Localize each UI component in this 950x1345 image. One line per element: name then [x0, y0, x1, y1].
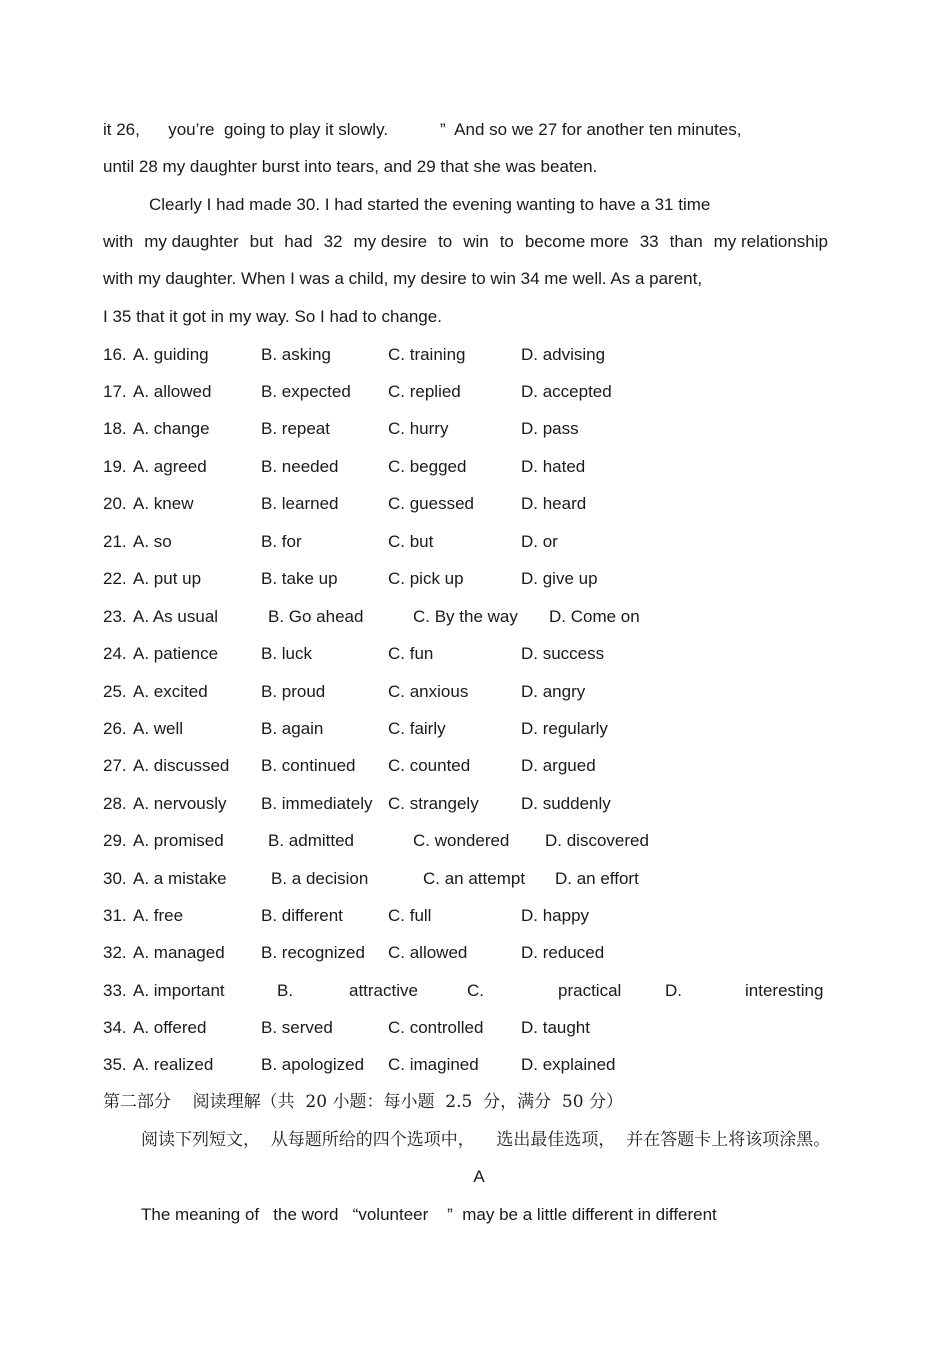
option-d: D. reduced [521, 943, 605, 962]
passage-word: 32 [323, 232, 343, 251]
question-number: 20. [103, 494, 127, 513]
option-d: D. advising [521, 345, 606, 364]
option-c: C. hurry [388, 419, 449, 438]
option-a: A. change [133, 419, 210, 438]
passage-line-5: with my daughter. When I was a child, my desire to win 34 me well. As a parent, [103, 269, 703, 288]
passage-line-6: I 35 that it got in my way. So I had to change. [103, 307, 442, 326]
option-b: B. recognized [261, 943, 365, 962]
option-a: A. managed [133, 943, 225, 962]
option-d: D. explained [521, 1055, 616, 1074]
option-b: B. Go ahead [268, 607, 364, 626]
option-a: A. excited [133, 682, 208, 701]
option-d: D. regularly [521, 719, 608, 738]
passage-line-2: until 28 my daughter burst into tears, and 29 that she was beaten. [103, 157, 598, 176]
option-b: B. take up [261, 569, 338, 588]
question-number: 26. [103, 719, 127, 738]
question-number: 17. [103, 382, 127, 401]
option-c: C. fun [388, 644, 434, 663]
option-b: B. repeat [261, 419, 330, 438]
option-b: B. [277, 981, 294, 1000]
option-c: C. begged [388, 457, 467, 476]
question-number: 31. [103, 906, 127, 925]
option-b: B. needed [261, 457, 339, 476]
option-c: C. wondered [413, 831, 510, 850]
question-number: 35. [103, 1055, 127, 1074]
option-a: A. free [133, 906, 184, 925]
question-number: 22. [103, 569, 127, 588]
option-b: B. again [261, 719, 324, 738]
part-label: A [473, 1167, 485, 1186]
option-c: C. an attempt [423, 869, 526, 888]
option-c: C. pick up [388, 569, 464, 588]
passage-word: had [284, 232, 313, 251]
passage-line-4 [103, 231, 828, 253]
question-number: 18. [103, 419, 127, 438]
passage-word: win [463, 232, 489, 251]
option-b: B. a decision [271, 869, 369, 888]
passage-word: my relationship [713, 232, 828, 251]
option-d: D. Come on [549, 607, 640, 626]
question-number: 19. [103, 457, 127, 476]
option-d: D. or [521, 532, 558, 551]
question-number: 25. [103, 682, 127, 701]
option-c: C. controlled [388, 1018, 484, 1037]
option-b: B. expected [261, 382, 351, 401]
question-number: 29. [103, 831, 127, 850]
option-a: A. a mistake [133, 869, 227, 888]
option-b: attractive [349, 981, 418, 1000]
passage-word: my daughter [144, 232, 239, 251]
passage-line-1: it 26, you’re going to play it slowly. ” And so we 27 for another ten minutes, [103, 120, 742, 139]
option-a: A. important [133, 981, 225, 1000]
question-number: 33. [103, 981, 127, 1000]
option-a: A. knew [133, 494, 194, 513]
option-a: A. patience [133, 644, 219, 663]
option-a: A. put up [133, 569, 202, 588]
option-d: D. discovered [545, 831, 649, 850]
passage-line-3: Clearly I had made 30. I had started the evening wanting to have a 31 time [149, 195, 711, 214]
question-number: 34. [103, 1018, 127, 1037]
option-d: D. accepted [521, 382, 612, 401]
option-b: B. immediately [261, 794, 373, 813]
option-d: D. pass [521, 419, 579, 438]
option-b: B. asking [261, 345, 331, 364]
option-d: D. an effort [555, 869, 639, 888]
option-c: C. [467, 981, 484, 1000]
option-d: D. give up [521, 569, 598, 588]
option-d: D. angry [521, 682, 586, 701]
passage-word: than [669, 232, 703, 251]
passage-word: to [499, 232, 514, 251]
option-a: A. so [133, 532, 172, 551]
passage-word: but [249, 232, 274, 251]
option-c: C. fairly [388, 719, 446, 738]
question-number: 27. [103, 756, 127, 775]
option-a: A. guiding [133, 345, 209, 364]
question-number: 28. [103, 794, 127, 813]
option-d: D. taught [521, 1018, 590, 1037]
option-b: B. apologized [261, 1055, 365, 1074]
passage-word: become more [524, 232, 629, 251]
option-c: C. imagined [388, 1055, 479, 1074]
option-b: B. served [261, 1018, 333, 1037]
option-b: B. admitted [268, 831, 354, 850]
option-a: A. realized [133, 1055, 214, 1074]
option-d: D. success [521, 644, 605, 663]
option-c: C. anxious [388, 682, 469, 701]
option-a: A. discussed [133, 756, 230, 775]
option-c: C. By the way [413, 607, 518, 626]
option-a: A. well [133, 719, 184, 738]
option-c: C. guessed [388, 494, 474, 513]
question-number: 30. [103, 869, 127, 888]
option-c: C. strangely [388, 794, 479, 813]
option-d: D. [665, 981, 682, 1000]
option-c: C. counted [388, 756, 471, 775]
question-number: 32. [103, 943, 127, 962]
option-b: B. different [261, 906, 343, 925]
passage-word: my desire [353, 232, 428, 251]
section-heading: 第二部分 阅读理解（共 20 小题：每小题 2.5 分，满分 50 分） [103, 1092, 623, 1112]
option-a: A. promised [133, 831, 224, 850]
passage-word: 33 [639, 232, 659, 251]
option-c: C. training [388, 345, 466, 364]
option-a: A. offered [133, 1018, 207, 1037]
option-d: D. hated [521, 457, 586, 476]
section-instruction: 阅读下列短文， 从每题所给的四个选项中， 选出最佳选项， 并在答题卡上将该项涂黑。 [141, 1130, 831, 1150]
option-c: C. replied [388, 382, 461, 401]
option-b: B. for [261, 532, 302, 551]
option-c: C. but [388, 532, 434, 551]
option-d: D. argued [521, 756, 596, 775]
option-c: C. full [388, 906, 432, 925]
option-c: practical [558, 981, 622, 1000]
question-number: 23. [103, 607, 127, 626]
option-a: A. allowed [133, 382, 212, 401]
option-c: C. allowed [388, 943, 468, 962]
option-d: interesting [745, 981, 824, 1000]
passage-word: to [438, 232, 453, 251]
option-d: D. happy [521, 906, 590, 925]
option-b: B. proud [261, 682, 326, 701]
option-a: A. As usual [133, 607, 219, 626]
option-b: B. luck [261, 644, 313, 663]
option-d: D. suddenly [521, 794, 611, 813]
passage-word: with [103, 232, 134, 251]
option-a: A. nervously [133, 794, 227, 813]
option-b: B. learned [261, 494, 339, 513]
question-number: 16. [103, 345, 127, 364]
question-number: 21. [103, 532, 127, 551]
option-a: A. agreed [133, 457, 207, 476]
option-b: B. continued [261, 756, 356, 775]
option-d: D. heard [521, 494, 587, 513]
question-number: 24. [103, 644, 127, 663]
reading-first-line: The meaning of the word “volunteer ” may be a little different in different [141, 1205, 717, 1224]
